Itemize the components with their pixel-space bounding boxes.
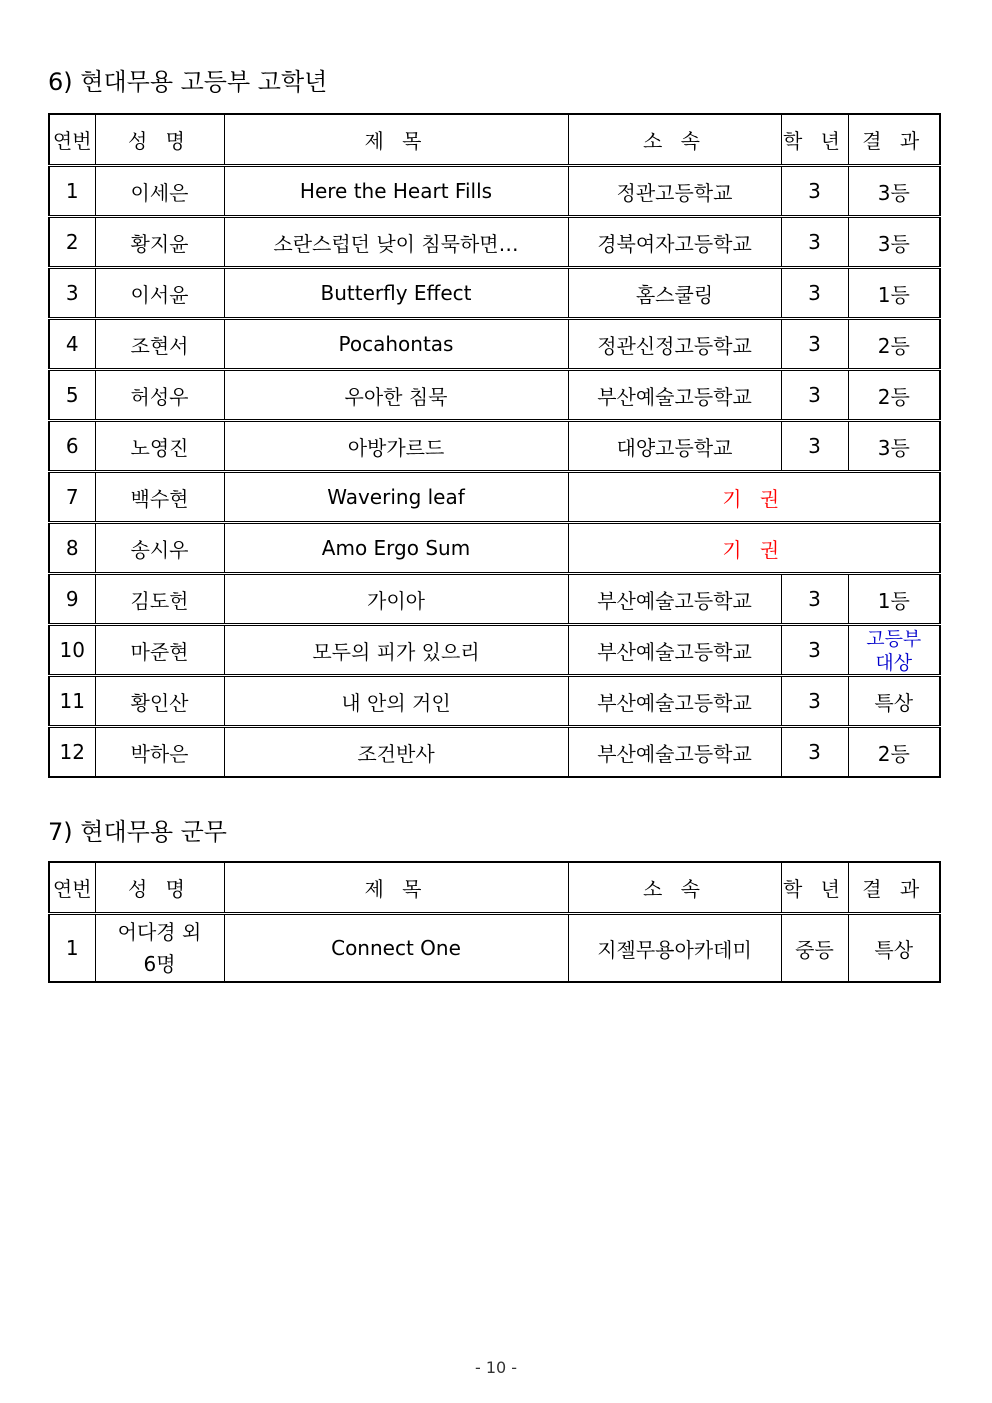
cell-result-grand-prize <box>848 625 940 676</box>
cell-title: 아방가르드 <box>224 421 568 472</box>
col-header-result: 결 과 <box>848 862 940 914</box>
cell-result: 특상 <box>848 914 940 983</box>
table-row <box>49 472 940 523</box>
cell-name: 마준현 <box>95 625 224 676</box>
cell-no: 8 <box>49 523 95 574</box>
table-header-row <box>49 862 940 914</box>
cell-name: 송시우 <box>95 523 224 574</box>
cell-school: 경북여자고등학교 <box>568 217 781 268</box>
cell-name <box>95 914 224 983</box>
cell-school: 대양고등학교 <box>568 421 781 472</box>
table-row <box>49 676 940 727</box>
section-6-heading: 6) 현대무용 고등부 고학년 <box>48 68 328 96</box>
cell-grade: 3 <box>781 727 848 778</box>
col-header-title: 제 목 <box>224 114 568 166</box>
cell-result: 1등 <box>848 574 940 625</box>
cell-result: 3등 <box>848 421 940 472</box>
cell-no: 3 <box>49 268 95 319</box>
col-header-no: 연번 <box>49 114 95 166</box>
table-row <box>49 625 940 676</box>
col-header-grade: 학 년 <box>781 862 848 914</box>
table-row <box>49 914 940 983</box>
cell-grade: 3 <box>781 319 848 370</box>
cell-name: 이세은 <box>95 166 224 217</box>
cell-withdrawn: 기 권 <box>568 472 940 523</box>
table-row <box>49 523 940 574</box>
cell-name: 노영진 <box>95 421 224 472</box>
cell-no: 5 <box>49 370 95 421</box>
cell-result: 2등 <box>848 370 940 421</box>
cell-school: 부산예술고등학교 <box>568 370 781 421</box>
table-row <box>49 421 940 472</box>
cell-no: 6 <box>49 421 95 472</box>
cell-no: 11 <box>49 676 95 727</box>
col-header-school: 소 속 <box>568 114 781 166</box>
cell-school: 부산예술고등학교 <box>568 625 781 676</box>
cell-name: 황인산 <box>95 676 224 727</box>
cell-school: 홈스쿨링 <box>568 268 781 319</box>
col-header-school: 소 속 <box>568 862 781 914</box>
cell-no: 4 <box>49 319 95 370</box>
cell-result: 특상 <box>848 676 940 727</box>
table-row <box>49 370 940 421</box>
cell-grade: 3 <box>781 166 848 217</box>
table-row <box>49 217 940 268</box>
cell-title: 내 안의 거인 <box>224 676 568 727</box>
section-7-table <box>48 861 941 983</box>
cell-title: 모두의 피가 있으리 <box>224 625 568 676</box>
cell-no: 7 <box>49 472 95 523</box>
cell-grade: 3 <box>781 625 848 676</box>
table-row <box>49 166 940 217</box>
cell-title: Amo Ergo Sum <box>224 523 568 574</box>
cell-grade: 3 <box>781 370 848 421</box>
cell-title: Butterfly Effect <box>224 268 568 319</box>
cell-result: 3등 <box>848 217 940 268</box>
section-6-table <box>48 113 941 778</box>
cell-result: 3등 <box>848 166 940 217</box>
col-header-name: 성 명 <box>95 862 224 914</box>
cell-result: 2등 <box>848 727 940 778</box>
table-row <box>49 574 940 625</box>
table-row <box>49 268 940 319</box>
cell-school: 부산예술고등학교 <box>568 574 781 625</box>
cell-name: 허성우 <box>95 370 224 421</box>
cell-name: 백수현 <box>95 472 224 523</box>
cell-name: 조현서 <box>95 319 224 370</box>
cell-no: 1 <box>49 166 95 217</box>
table-row <box>49 727 940 778</box>
cell-school: 지젤무용아카데미 <box>568 914 781 983</box>
cell-school: 부산예술고등학교 <box>568 676 781 727</box>
name-line1: 어다경 외 <box>117 920 202 944</box>
section-7-heading: 7) 현대무용 군무 <box>48 818 227 846</box>
cell-grade: 중등 <box>781 914 848 983</box>
cell-result: 1등 <box>848 268 940 319</box>
cell-name: 이서윤 <box>95 268 224 319</box>
cell-title: 조건반사 <box>224 727 568 778</box>
col-header-no: 연번 <box>49 862 95 914</box>
cell-title: 가이아 <box>224 574 568 625</box>
cell-title: Here the Heart Fills <box>224 166 568 217</box>
cell-title: 소란스럽던 낮이 침묵하면… <box>224 217 568 268</box>
cell-grade: 3 <box>781 217 848 268</box>
col-header-grade: 학 년 <box>781 114 848 166</box>
cell-school: 부산예술고등학교 <box>568 727 781 778</box>
cell-result: 2등 <box>848 319 940 370</box>
cell-grade: 3 <box>781 574 848 625</box>
cell-title: Connect One <box>224 914 568 983</box>
grand-prize-line2: 대상 <box>875 652 913 674</box>
cell-name: 김도헌 <box>95 574 224 625</box>
cell-no: 9 <box>49 574 95 625</box>
col-header-result: 결 과 <box>848 114 940 166</box>
page-number: - 10 - <box>474 1358 518 1377</box>
cell-no: 12 <box>49 727 95 778</box>
cell-grade: 3 <box>781 421 848 472</box>
table-row <box>49 319 940 370</box>
cell-grade: 3 <box>781 268 848 319</box>
cell-title: 우아한 침묵 <box>224 370 568 421</box>
table-header-row <box>49 114 940 166</box>
col-header-name: 성 명 <box>95 114 224 166</box>
cell-grade: 3 <box>781 676 848 727</box>
cell-no: 2 <box>49 217 95 268</box>
cell-name: 황지윤 <box>95 217 224 268</box>
cell-title: Wavering leaf <box>224 472 568 523</box>
grand-prize-line1: 고등부 <box>866 628 922 650</box>
cell-school: 정관신정고등학교 <box>568 319 781 370</box>
cell-name: 박하은 <box>95 727 224 778</box>
cell-school: 정관고등학교 <box>568 166 781 217</box>
cell-title: Pocahontas <box>224 319 568 370</box>
cell-no: 10 <box>49 625 95 676</box>
name-line2: 6명 <box>143 952 176 976</box>
cell-no: 1 <box>49 914 95 983</box>
cell-withdrawn: 기 권 <box>568 523 940 574</box>
col-header-title: 제 목 <box>224 862 568 914</box>
